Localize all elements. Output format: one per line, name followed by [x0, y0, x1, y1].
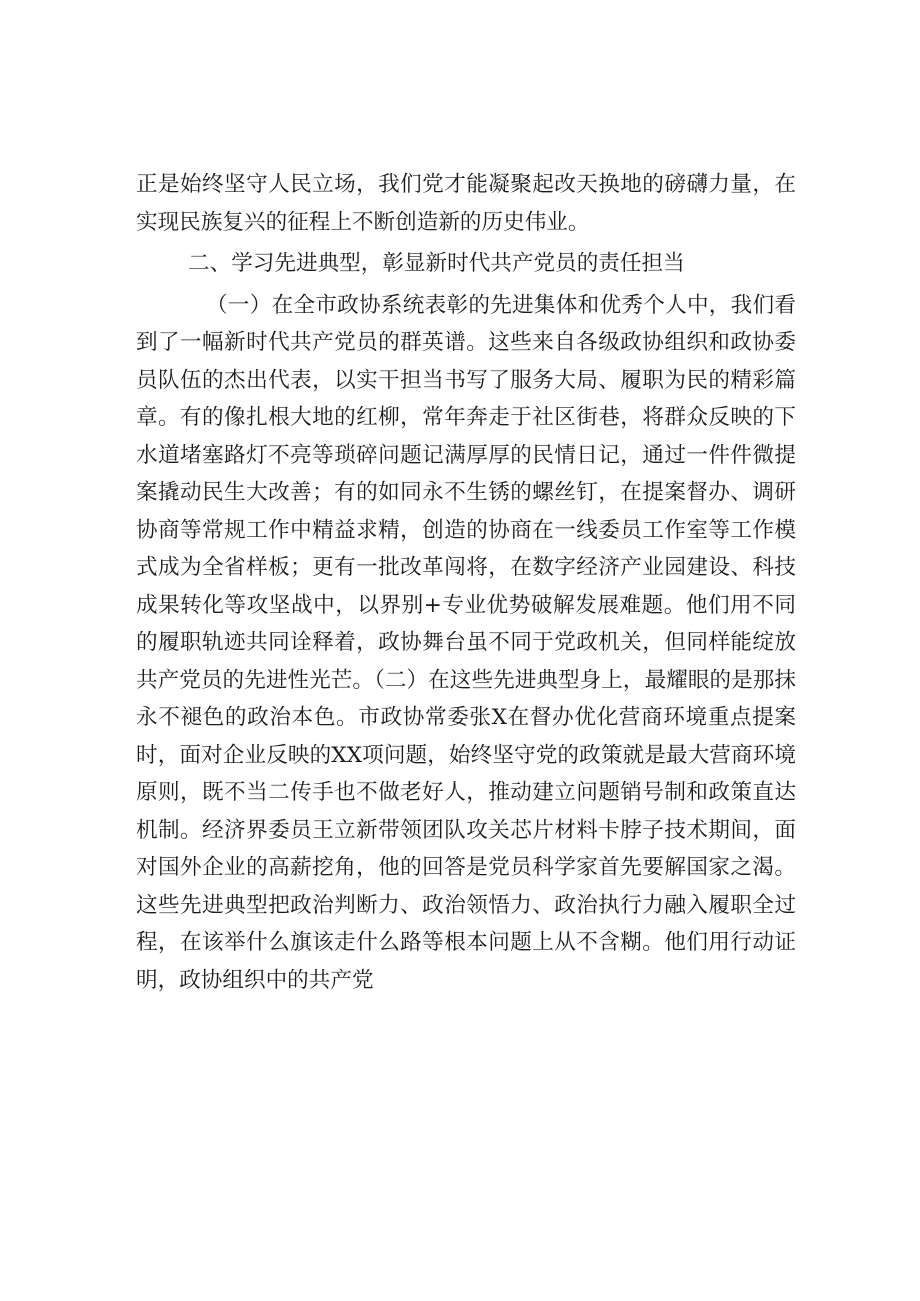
document-page: [136, 166, 796, 999]
continuation-paragraph: 正是始终坚守人民立场，我们党才能凝聚起改天换地的磅礴力量，在实现民族复兴的征程上不断创造新的历史伟业。: [136, 172, 796, 235]
section-heading: 二、学习先进典型，彰显新时代共产党员的责任担当: [188, 251, 685, 276]
body-paragraph: （一）在全市政协系统表彰的先进集体和优秀个人中，我们看到了一幅新时代共产党员的群英谱。这些来自各级政协组织和政协委员队伍的杰出代表，以实干担当书写了服务大局、履职为民的精彩篇章。有的像扎根大地的红柳，常年奔走于社区街巷，将群众反映的下水道堵塞路灯不亮等琐碎问题记满厚厚的民情日记，通过一件件微提案撬动民生大改善；有的如同永不生锈的螺丝钉，在提案督办、调研协商等常规工作中精益求精，创造的协商在一线委员工作室等工作模式成为全省样板；更有一批改革闯将，在数字经济产业园建设、科技成果转化等攻坚战中，以界别+专业优势破解发展难题。他们用不同的履职轨迹共同诠释着，政协舞台虽不同于党政机关，但同样能绽放共产党员的先进性光芒。（二）在这些先进典型身上，最耀眼的是那抹永不褪色的政治本色。市政协常委张X在督办优化营商环境重点提案时，面对企业反映的XX项问题，始终坚守党的政策就是最大营商环境原则，既不当二传手也不做老好人，推动建立问题销号制和政策直达机制。经济界委员王立新带领团队攻关芯片材料卡脖子技术期间，面对国外企业的高薪挖角，他的回答是党员科学家首先要解国家之渴。这些先进典型把政治判断力、政治领悟力、政治执行力融入履职全过程，在该举什么旗该走什么路等根本问题上从不含糊。他们用行动证明，政协组织中的共产党: [136, 292, 796, 993]
